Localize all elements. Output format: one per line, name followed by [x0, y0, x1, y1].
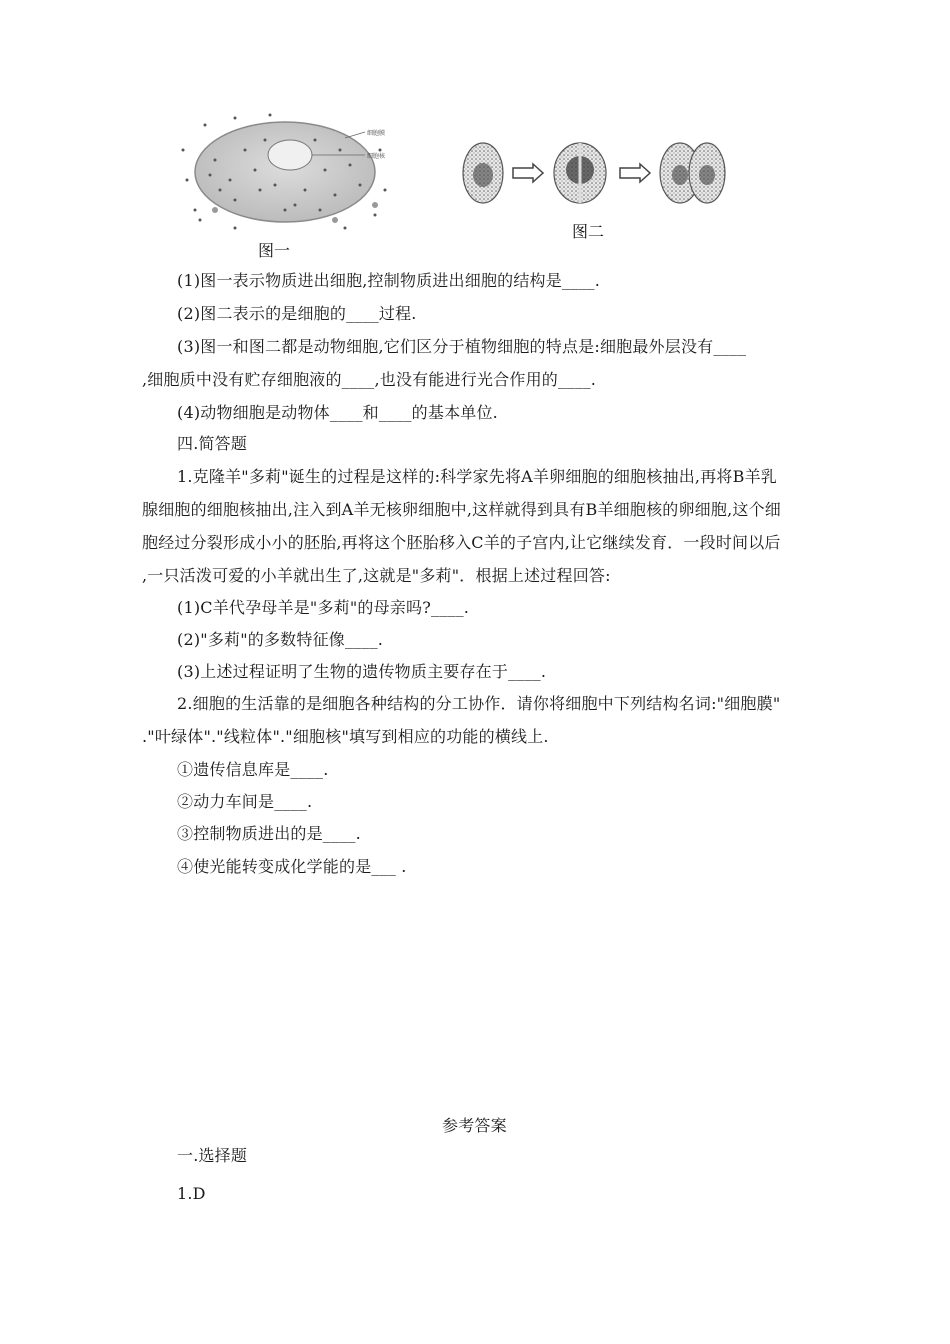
problem-2-line-2: ."叶绿体"."线粒体"."细胞核"填写到相应的功能的横线上. [142, 727, 549, 746]
figure-1 [175, 110, 425, 235]
problem-1-question-3: (3)上述过程证明了生物的遗传物质主要存在于____. [177, 662, 547, 681]
problem-1-line-4: ,一只活泼可爱的小羊就出生了,这就是"多莉"．根据上述过程回答: [142, 566, 611, 585]
question-3-2: (2)图二表示的是细胞的____过程. [177, 304, 417, 323]
animal-cell-diagram [175, 110, 425, 235]
nucleus [268, 140, 312, 170]
problem-2-item-1: ①遗传信息库是____. [177, 760, 329, 779]
problem-1-question-1: (1)C羊代孕母羊是"多莉"的母亲吗?____. [177, 598, 470, 617]
problem-2-item-3: ③控制物质进出的是____. [177, 824, 361, 843]
problem-1-question-2: (2)"多莉"的多数特征像____. [177, 630, 384, 649]
problem-1-line-1: 1.克隆羊"多莉"诞生的过程是这样的:科学家先将A羊卵细胞的细胞核抽出,再将B羊乳 [177, 467, 777, 486]
label-membrane: 细胞膜 [367, 130, 386, 137]
question-3-3-line2: ,细胞质中没有贮存细胞液的____,也没有能进行光合作用的____. [142, 370, 597, 389]
figure-2-caption: 图二 [572, 222, 605, 241]
problem-2-line-1: 2.细胞的生活靠的是细胞各种结构的分工协作．请你将细胞中下列结构名词:"细胞膜" [177, 694, 781, 713]
section-4-heading: 四.简答题 [177, 434, 248, 453]
figure-2 [455, 138, 730, 208]
answers-title: 参考答案 [442, 1116, 507, 1135]
question-3-1: (1)图一表示物质进出细胞,控制物质进出细胞的结构是____. [177, 271, 601, 290]
arrow-icon [513, 164, 543, 182]
problem-2-item-4: ④使光能转变成化学能的是___ . [177, 857, 407, 876]
arrow-icon [620, 164, 650, 182]
question-3-4: (4)动物细胞是动物体____和____的基本单位. [177, 403, 498, 422]
cell-division-diagram [455, 138, 730, 208]
label-nucleus: 细胞核 [367, 153, 386, 160]
answer-1: 1.D [177, 1184, 206, 1203]
figure-1-caption: 图一 [258, 241, 291, 260]
problem-1-line-2: 腺细胞的细胞核抽出,注入到A羊无核卵细胞中,这样就得到具有B羊细胞核的卵细胞,这个细 [142, 500, 781, 519]
problem-1-line-3: 胞经过分裂形成小小的胚胎,再将这个胚胎移入C羊的子宫内,让它继续发育．一段时间以后 [142, 533, 781, 552]
answers-section-1: 一.选择题 [177, 1146, 248, 1165]
question-3-3-line1: (3)图一和图二都是动物细胞,它们区分于植物细胞的特点是:细胞最外层没有____ [177, 337, 747, 356]
problem-2-item-2: ②动力车间是____. [177, 792, 313, 811]
